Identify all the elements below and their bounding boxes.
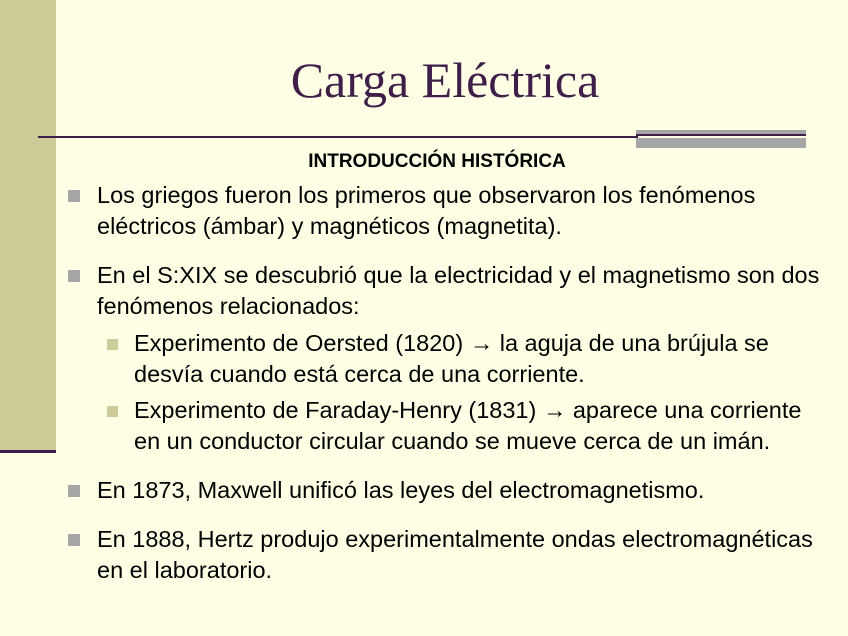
- sub-bullet-text: Experimento de Oersted (1820) → la aguja de una brújula se desvía cuando está cerca de una corriente.: [134, 330, 769, 387]
- title-divider: [38, 136, 638, 138]
- square-bullet-icon: [68, 270, 80, 282]
- bullet-text: En el S:XIX se descubrió que la electricidad y el magnetismo son dos fenómenos relacionados:: [97, 262, 820, 319]
- bullet-item: [97, 180, 832, 242]
- bullet-text: En 1873, Maxwell unificó las leyes del electromagnetismo.: [97, 477, 705, 503]
- square-sub-bullet-icon: [107, 339, 118, 350]
- slide-title: Carga Eléctrica: [290, 52, 600, 108]
- sub-bullet-list: [97, 328, 832, 457]
- square-sub-bullet-icon: [107, 406, 118, 417]
- square-bullet-icon: [68, 485, 80, 497]
- bullet-item: [97, 475, 832, 506]
- sub-bullet-item: [134, 395, 824, 457]
- sub-bullet-text: Experimento de Faraday-Henry (1831) → aparece una corriente en un conductor circular cuando se mueve cerca de un imán.: [134, 397, 802, 454]
- sub-bullet-item: [134, 328, 824, 390]
- square-bullet-icon: [68, 534, 80, 546]
- bullet-text: Los griegos fueron los primeros que observaron los fenómenos eléctricos (ámbar) y magnéticos (magnetita).: [97, 182, 756, 239]
- bullet-text: En 1888, Hertz produjo experimentalmente ondas electromagnéticas en el laboratorio.: [97, 526, 813, 583]
- bullet-item: [97, 524, 832, 586]
- bullet-list: [0, 180, 848, 604]
- title-divider-accent: [636, 130, 806, 148]
- section-heading: INTRODUCCIÓN HISTÓRICA: [308, 151, 566, 172]
- square-bullet-icon: [68, 190, 80, 202]
- bullet-item: [97, 260, 832, 457]
